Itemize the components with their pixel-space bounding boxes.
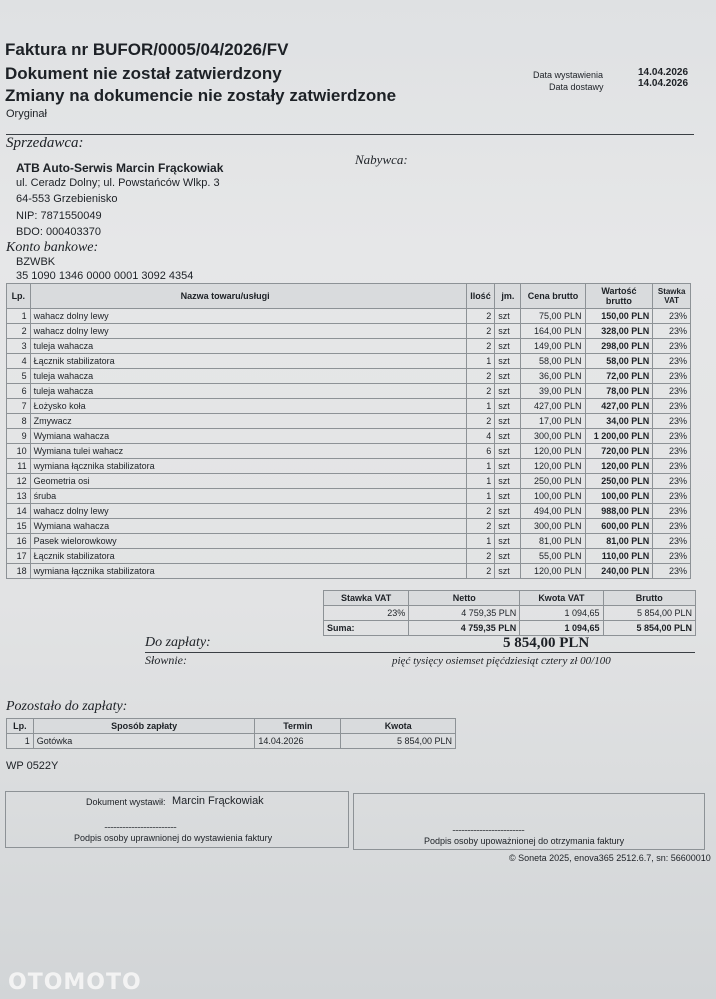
item-qty: 2 [466, 309, 495, 324]
item-total: 298,00 PLN [585, 339, 653, 354]
vat-row [324, 606, 696, 621]
vat-header-row [324, 591, 696, 606]
remaining-col-due: Termin [255, 719, 341, 734]
remaining-col-method: Sposób zapłaty [33, 719, 255, 734]
item-lp: 15 [7, 519, 31, 534]
col-unit: jm. [495, 284, 521, 309]
item-unit: szt [495, 324, 521, 339]
header-divider [6, 134, 694, 135]
otomoto-watermark: OTOMOTO [8, 970, 142, 995]
col-vat: Stawka VAT [653, 284, 691, 309]
item-total: 240,00 PLN [585, 564, 653, 579]
item-unit-price: 120,00 PLN [521, 564, 585, 579]
issued-by-label: Dokument wystawił: [86, 797, 166, 807]
remaining-col-amount: Kwota [341, 719, 456, 734]
item-total: 720,00 PLN [585, 444, 653, 459]
item-lp: 9 [7, 429, 31, 444]
items-table [6, 283, 691, 579]
receiver-signature-box [353, 793, 705, 850]
item-name: wahacz dolny lewy [30, 504, 466, 519]
item-vat: 23% [653, 384, 691, 399]
item-total: 250,00 PLN [585, 474, 653, 489]
item-lp: 10 [7, 444, 31, 459]
item-lp: 13 [7, 489, 31, 504]
item-unit: szt [495, 399, 521, 414]
item-unit-price: 75,00 PLN [521, 309, 585, 324]
item-unit-price: 39,00 PLN [521, 384, 585, 399]
item-unit-price: 58,00 PLN [521, 354, 585, 369]
issuer-name: Marcin Frąckowiak [172, 795, 264, 807]
item-unit-price: 250,00 PLN [521, 474, 585, 489]
amount-underline [145, 652, 695, 653]
item-name: Zmywacz [30, 414, 466, 429]
item-row [7, 429, 691, 444]
vat-amount: 1 094,65 [520, 606, 603, 621]
item-unit-price: 300,00 PLN [521, 519, 585, 534]
invoice-title: Faktura nr BUFOR/0005/04/2026/FV [5, 40, 289, 59]
item-vat: 23% [653, 474, 691, 489]
item-qty: 2 [466, 339, 495, 354]
issuer-signature-caption: Podpis osoby uprawnionej do wystawienia faktury [74, 833, 273, 843]
item-lp: 16 [7, 534, 31, 549]
item-qty: 1 [466, 354, 495, 369]
vat-col-amount: Kwota VAT [520, 591, 603, 606]
item-row [7, 384, 691, 399]
item-vat: 23% [653, 354, 691, 369]
item-unit: szt [495, 354, 521, 369]
item-row [7, 324, 691, 339]
item-unit: szt [495, 504, 521, 519]
item-name: wymiana łącznika stabilizatora [30, 564, 466, 579]
item-vat: 23% [653, 399, 691, 414]
delivery-date-label: Data dostawy [549, 82, 604, 92]
remaining-col-lp: Lp. [7, 719, 34, 734]
item-row [7, 549, 691, 564]
vat-col-net: Netto [409, 591, 520, 606]
item-total: 1 200,00 PLN [585, 429, 653, 444]
item-vat: 23% [653, 504, 691, 519]
item-name: tuleja wahacza [30, 384, 466, 399]
item-row [7, 369, 691, 384]
item-total: 100,00 PLN [585, 489, 653, 504]
item-row [7, 354, 691, 369]
item-vat: 23% [653, 549, 691, 564]
item-lp: 1 [7, 309, 31, 324]
item-lp: 5 [7, 369, 31, 384]
item-total: 328,00 PLN [585, 324, 653, 339]
item-qty: 2 [466, 369, 495, 384]
vat-gross: 5 854,00 PLN [603, 606, 696, 621]
item-row [7, 489, 691, 504]
item-qty: 4 [466, 429, 495, 444]
item-unit: szt [495, 414, 521, 429]
remaining-header-row [7, 719, 456, 734]
vat-net: 4 759,35 PLN [409, 606, 520, 621]
item-unit: szt [495, 519, 521, 534]
software-footer: © Soneta 2025, enova365 2512.6.7, sn: 56600010 [509, 853, 711, 863]
item-unit-price: 427,00 PLN [521, 399, 585, 414]
item-vat: 23% [653, 564, 691, 579]
items-body [7, 309, 691, 579]
item-unit-price: 300,00 PLN [521, 429, 585, 444]
item-qty: 2 [466, 324, 495, 339]
item-lp: 7 [7, 399, 31, 414]
item-lp: 12 [7, 474, 31, 489]
item-total: 600,00 PLN [585, 519, 653, 534]
item-qty: 2 [466, 564, 495, 579]
vat-summary-table [323, 590, 696, 636]
item-row [7, 309, 691, 324]
item-vat: 23% [653, 339, 691, 354]
item-qty: 2 [466, 384, 495, 399]
item-row [7, 564, 691, 579]
col-unit-price: Cena brutto [521, 284, 585, 309]
item-vat: 23% [653, 324, 691, 339]
seller-nip: NIP: 7871550049 [16, 210, 102, 222]
item-name: wymiana łącznika stabilizatora [30, 459, 466, 474]
vat-sum-amount: 1 094,65 [520, 621, 603, 636]
issuer-signature-box [5, 791, 349, 848]
item-unit-price: 120,00 PLN [521, 459, 585, 474]
item-qty: 1 [466, 474, 495, 489]
item-total: 120,00 PLN [585, 459, 653, 474]
remaining-table [6, 718, 456, 749]
col-lp: Lp. [7, 284, 31, 309]
item-name: Wymiana wahacza [30, 519, 466, 534]
item-row [7, 534, 691, 549]
item-unit-price: 36,00 PLN [521, 369, 585, 384]
item-unit: szt [495, 564, 521, 579]
vat-sum-net: 4 759,35 PLN [409, 621, 520, 636]
item-unit: szt [495, 534, 521, 549]
item-vat: 23% [653, 519, 691, 534]
item-vat: 23% [653, 309, 691, 324]
item-lp: 17 [7, 549, 31, 564]
amount-due-label: Do zapłaty: [145, 635, 211, 650]
item-vat: 23% [653, 444, 691, 459]
item-unit: szt [495, 549, 521, 564]
item-qty: 2 [466, 549, 495, 564]
item-total: 78,00 PLN [585, 384, 653, 399]
item-unit: szt [495, 339, 521, 354]
item-total: 34,00 PLN [585, 414, 653, 429]
item-lp: 2 [7, 324, 31, 339]
vat-sum-row [324, 621, 696, 636]
amount-due: 5 854,00 PLN [503, 635, 590, 651]
item-total: 150,00 PLN [585, 309, 653, 324]
buyer-label: Nabywca: [355, 152, 408, 167]
vehicle-plate: WP 0522Y [6, 760, 59, 772]
item-name: śruba [30, 489, 466, 504]
item-row [7, 399, 691, 414]
item-unit: szt [495, 429, 521, 444]
bank-label: Konto bankowe: [6, 240, 99, 255]
vat-rate: 23% [324, 606, 409, 621]
item-total: 72,00 PLN [585, 369, 653, 384]
item-vat: 23% [653, 489, 691, 504]
item-name: Wymiana tulei wahacz [30, 444, 466, 459]
item-lp: 18 [7, 564, 31, 579]
item-unit: szt [495, 489, 521, 504]
item-unit-price: 164,00 PLN [521, 324, 585, 339]
vat-sum-label: Suma: [324, 621, 409, 636]
remaining-due: 14.04.2026 [255, 734, 341, 749]
item-lp: 6 [7, 384, 31, 399]
item-name: Pasek wielorowkowy [30, 534, 466, 549]
remaining-amount: 5 854,00 PLN [341, 734, 456, 749]
item-total: 81,00 PLN [585, 534, 653, 549]
item-row [7, 459, 691, 474]
bank-account: 35 1090 1346 0000 0001 3092 4354 [16, 270, 194, 282]
item-name: Łącznik stabilizatora [30, 549, 466, 564]
item-unit-price: 17,00 PLN [521, 414, 585, 429]
item-vat: 23% [653, 534, 691, 549]
bank-name: BZWBK [16, 256, 56, 268]
vat-col-rate: Stawka VAT [324, 591, 409, 606]
item-unit: szt [495, 369, 521, 384]
remaining-lp: 1 [7, 734, 34, 749]
item-total: 988,00 PLN [585, 504, 653, 519]
remaining-row [7, 734, 456, 749]
item-row [7, 519, 691, 534]
receiver-signature-caption: Podpis osoby upoważnionej do otrzymania faktury [424, 836, 625, 846]
remaining-label: Pozostało do zapłaty: [6, 699, 128, 714]
copy-label: Oryginał [6, 108, 47, 120]
col-name: Nazwa towaru/usługi [30, 284, 466, 309]
item-row [7, 339, 691, 354]
item-unit-price: 81,00 PLN [521, 534, 585, 549]
item-name: tuleja wahacza [30, 339, 466, 354]
col-qty: Ilość [466, 284, 495, 309]
item-qty: 2 [466, 414, 495, 429]
amount-in-words: pięć tysięcy osiemset pięćdziesiąt cztery zł 00/100 [392, 655, 611, 667]
item-qty: 1 [466, 489, 495, 504]
delivery-date: 14.04.2026 [638, 78, 689, 89]
seller-label: Sprzedawca: [6, 135, 84, 151]
item-unit: szt [495, 474, 521, 489]
col-total: Wartość brutto [585, 284, 653, 309]
item-row [7, 414, 691, 429]
status-not-approved: Dokument nie został zatwierdzony [5, 64, 282, 83]
item-qty: 6 [466, 444, 495, 459]
item-total: 427,00 PLN [585, 399, 653, 414]
item-total: 110,00 PLN [585, 549, 653, 564]
remaining-method: Gotówka [33, 734, 255, 749]
item-unit-price: 149,00 PLN [521, 339, 585, 354]
item-name: wahacz dolny lewy [30, 309, 466, 324]
item-unit-price: 120,00 PLN [521, 444, 585, 459]
seller-address-1: ul. Ceradz Dolny; ul. Powstańców Wlkp. 3 [16, 177, 220, 189]
receiver-signature-line: ................................................ [452, 823, 525, 833]
item-lp: 3 [7, 339, 31, 354]
item-qty: 2 [466, 504, 495, 519]
item-qty: 1 [466, 459, 495, 474]
item-name: Łożysko koła [30, 399, 466, 414]
item-unit-price: 100,00 PLN [521, 489, 585, 504]
item-name: Łącznik stabilizatora [30, 354, 466, 369]
issue-date: 14.04.2026 [638, 67, 689, 78]
item-vat: 23% [653, 414, 691, 429]
seller-bdo: BDO: 000403370 [16, 226, 102, 238]
item-vat: 23% [653, 369, 691, 384]
item-vat: 23% [653, 429, 691, 444]
item-unit-price: 494,00 PLN [521, 504, 585, 519]
item-total: 58,00 PLN [585, 354, 653, 369]
item-name: wahacz dolny lewy [30, 324, 466, 339]
items-header-row [7, 284, 691, 309]
item-row [7, 504, 691, 519]
item-vat: 23% [653, 459, 691, 474]
item-unit: szt [495, 459, 521, 474]
item-name: Geometria osi [30, 474, 466, 489]
item-qty: 2 [466, 519, 495, 534]
item-row [7, 474, 691, 489]
item-unit-price: 55,00 PLN [521, 549, 585, 564]
vat-sum-gross: 5 854,00 PLN [603, 621, 696, 636]
item-unit: szt [495, 309, 521, 324]
words-label: Słownie: [145, 653, 187, 667]
status-changes: Zmiany na dokumencie nie zostały zatwierdzone [5, 86, 397, 105]
item-unit: szt [495, 384, 521, 399]
item-lp: 8 [7, 414, 31, 429]
issuer-signature-line: ................................................ [104, 820, 177, 830]
item-row [7, 444, 691, 459]
seller-name: ATB Auto-Serwis Marcin Frąckowiak [16, 161, 224, 175]
item-qty: 1 [466, 399, 495, 414]
vat-col-gross: Brutto [603, 591, 696, 606]
seller-address-2: 64-553 Grzebienisko [16, 193, 118, 205]
issue-date-label: Data wystawienia [533, 70, 604, 80]
item-name: tuleja wahacza [30, 369, 466, 384]
item-unit: szt [495, 444, 521, 459]
item-name: Wymiana wahacza [30, 429, 466, 444]
item-lp: 14 [7, 504, 31, 519]
item-lp: 4 [7, 354, 31, 369]
item-lp: 11 [7, 459, 31, 474]
item-qty: 1 [466, 534, 495, 549]
